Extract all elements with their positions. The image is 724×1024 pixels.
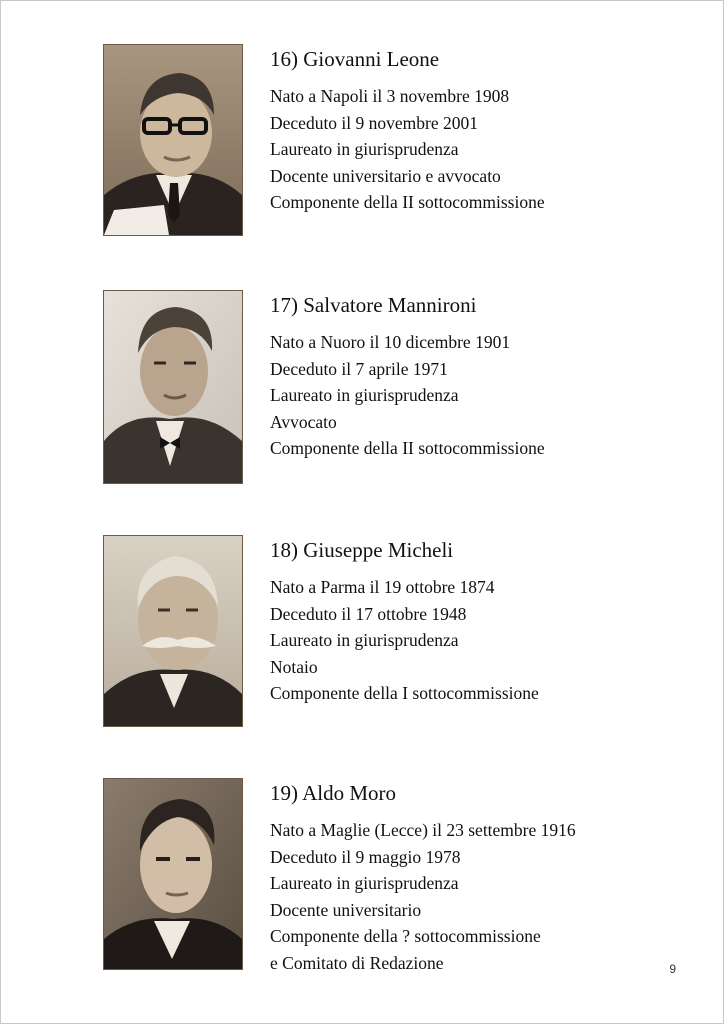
member-name: 19) Aldo Moro <box>270 781 397 805</box>
death-line: Deceduto il 9 maggio 1978 <box>270 846 461 867</box>
committee-line: e Comitato di Redazione <box>270 952 444 973</box>
member-info <box>270 290 545 462</box>
member-entry-16 <box>103 44 663 239</box>
death-line: Deceduto il 9 novembre 2001 <box>270 112 479 133</box>
birth-line: Nato a Napoli il 3 novembre 1908 <box>270 86 510 106</box>
portrait-image <box>104 45 242 235</box>
portrait-photo-moro <box>103 778 243 970</box>
member-name: 17) Salvatore Mannironi <box>270 293 477 317</box>
commission-line: Componente della II sottocommissione <box>270 192 545 212</box>
profession-line: Notaio <box>270 656 318 677</box>
portrait-photo-micheli <box>103 535 243 727</box>
page-number: 9 <box>669 962 676 976</box>
portrait-image <box>104 291 242 483</box>
commission-line: Componente della I sottocommissione <box>270 683 539 703</box>
death-line: Deceduto il 7 aprile 1971 <box>270 358 448 379</box>
member-name: 16) Giovanni Leone <box>270 47 440 71</box>
commission-line: Componente della ? sottocommissione <box>270 926 541 946</box>
portrait-photo-mannironi <box>103 290 243 484</box>
profession-line: Docente universitario <box>270 899 422 920</box>
degree-line: Laureato in giurisprudenza <box>270 385 459 405</box>
death-line: Deceduto il 17 ottobre 1948 <box>270 603 467 624</box>
member-entry-17 <box>103 290 663 485</box>
member-info <box>270 44 545 216</box>
birth-line: Nato a Nuoro il 10 dicembre 1901 <box>270 332 511 352</box>
portrait-photo-leone <box>103 44 243 236</box>
profession-line: Docente universitario e avvocato <box>270 165 501 186</box>
degree-line: Laureato in giurisprudenza <box>270 630 459 650</box>
portrait-image <box>104 536 242 726</box>
member-info <box>270 535 539 707</box>
member-entry-18 <box>103 535 663 730</box>
portrait-image <box>104 779 242 969</box>
member-entry-19 <box>103 778 663 978</box>
member-name: 18) Giuseppe Micheli <box>270 538 454 562</box>
degree-line: Laureato in giurisprudenza <box>270 873 459 893</box>
commission-line: Componente della II sottocommissione <box>270 438 545 458</box>
member-info <box>270 778 576 976</box>
degree-line: Laureato in giurisprudenza <box>270 139 459 159</box>
birth-line: Nato a Parma il 19 ottobre 1874 <box>270 577 495 597</box>
profession-line: Avvocato <box>270 411 337 432</box>
birth-line: Nato a Maglie (Lecce) il 23 settembre 1916 <box>270 820 576 840</box>
